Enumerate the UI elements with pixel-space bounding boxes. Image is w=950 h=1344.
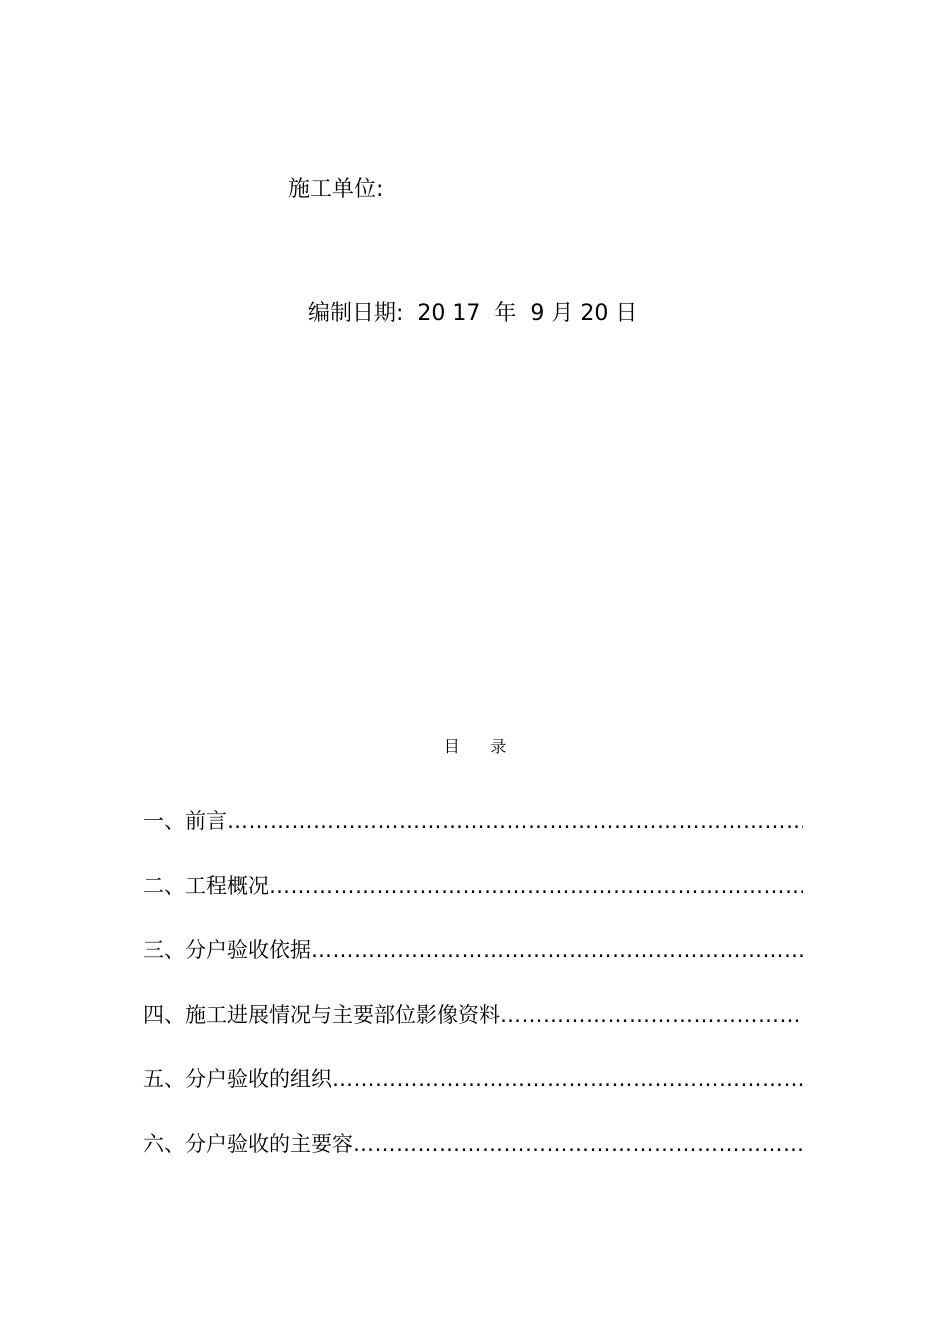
toc-title: 目 录: [443, 737, 507, 756]
compile-date: 编制日期: 20 17 年 9 月 20 日: [308, 301, 638, 326]
toc-item-label: 二、工程概况: [143, 873, 269, 898]
toc-item-acceptance-organization[interactable]: [143, 1064, 803, 1129]
table-of-contents: [143, 806, 803, 1194]
construction-unit-label: 施工单位:: [288, 177, 384, 202]
toc-item-construction-progress[interactable]: [143, 1000, 803, 1065]
toc-item-label: 四、施工进展情况与主要部位影像资料: [143, 1002, 500, 1027]
toc-dot-leader: [269, 871, 803, 901]
toc-item-preface[interactable]: [143, 806, 803, 871]
toc-dot-leader: [500, 1000, 803, 1030]
toc-dot-leader: [332, 1064, 803, 1094]
toc-item-acceptance-content[interactable]: [143, 1129, 803, 1194]
toc-item-label: 六、分户验收的主要容: [143, 1131, 353, 1156]
toc-dot-leader: [227, 806, 803, 836]
toc-item-label: 三、分户验收依据: [143, 938, 311, 963]
toc-dot-leader: [311, 935, 803, 965]
toc-dot-leader: [353, 1129, 803, 1159]
toc-item-acceptance-basis[interactable]: [143, 935, 803, 1000]
toc-item-project-overview[interactable]: [143, 871, 803, 936]
toc-item-label: 一、前言: [143, 809, 227, 833]
toc-item-label: 五、分户验收的组织: [143, 1067, 332, 1092]
